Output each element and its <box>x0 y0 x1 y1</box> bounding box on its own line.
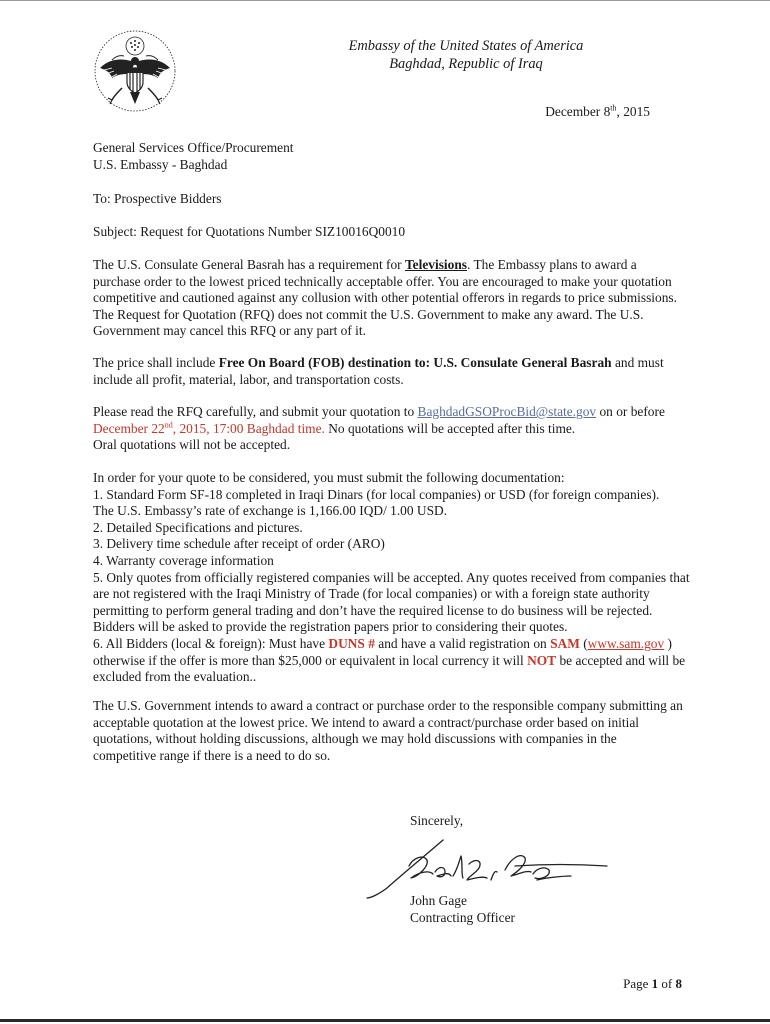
item6-text-b: and have a valid registration on <box>374 635 551 651</box>
docs-item-3: 3. Delivery time schedule after receipt of order (ARO) <box>93 536 385 552</box>
recipient-line <box>93 191 683 208</box>
para1-text-b: . The Embassy plans to award a purchase order to the lowest priced technically acceptable offer. You are encouraged to make your quotation competitive and cautioned against any collusion with other potential offerors in regards to price submissions. The Request for Quotation (RFQ) does not commit the U.S. Government to make any award. The U.S. Government may cancel this RFQ or any part of it. <box>93 257 677 339</box>
sender-office: General Services Office/Procurement <box>93 140 294 155</box>
sender-block <box>93 140 683 173</box>
to-line: To: Prospective Bidders <box>93 191 222 206</box>
signatory-title: Contracting Officer <box>410 909 515 925</box>
docs-item-4: 4. Warranty coverage information <box>93 552 274 568</box>
date-ordinal: th <box>610 103 617 113</box>
paragraph-requirement <box>93 257 683 340</box>
letterhead-location: Baghdad, Republic of Iraq <box>389 56 543 72</box>
item6-paren: ( <box>583 635 588 651</box>
letterhead-embassy: Embassy of the United States of America <box>348 38 584 54</box>
para3-text-b: on or before <box>596 404 665 419</box>
page-total: 8 <box>675 976 682 991</box>
top-rule <box>0 0 770 1</box>
not-emphasis: NOT <box>527 652 557 668</box>
duns-requirement: DUNS # <box>328 635 375 651</box>
docs-item-2: 2. Detailed Specifications and pictures. <box>93 519 303 535</box>
para3-text-c: No quotations will be accepted after this time. <box>324 420 576 436</box>
page-current: 1 <box>651 976 659 991</box>
deadline-time: , 2015, 17:00 Baghdad time. <box>172 420 325 436</box>
sam-requirement: SAM <box>550 635 580 651</box>
para2-text-a: The price shall include <box>93 355 219 370</box>
page-number <box>623 976 682 993</box>
date-main: December 8 <box>545 104 611 119</box>
docs-item-1-rate: The U.S. Embassy’s rate of exchange is 1,166.00 IQD/ 1.00 USD. <box>93 503 448 519</box>
para2-text-b: and must include all profit, material, labor, and transportation costs. <box>93 355 664 387</box>
signatory <box>410 893 610 926</box>
deadline-date: December 22 <box>93 420 165 436</box>
docs-item-5: 5. Only quotes from officially registered companies will be accepted. Any quotes received from companies that are not registered with the Iraqi Ministry of Trade (for local companies) or with a foreign state authority permitting to perform general trading and don’t have the required license to do business will be rejected. Bidders will be asked to provide the registration papers prior to considering their quotes. <box>93 569 690 635</box>
oral-quotations-note: Oral quotations will not be accepted. <box>93 437 291 453</box>
docs-intro: In order for your quote to be considered, you must submit the following documentation: <box>93 470 565 485</box>
award-text: The U.S. Government intends to award a contract or purchase order to the responsible company submitting an acceptable quotation at the lowest price. We intend to award a contract/purchase order based on initial quotations, without holding discussions, although we may hold discussions with companies in the competitive range if there is a need to do so. <box>93 698 683 763</box>
page-label: Page <box>623 976 652 991</box>
documentation-list <box>93 470 693 686</box>
great-seal-icon <box>92 28 178 114</box>
paragraph-submission <box>93 404 683 454</box>
deadline-ordinal: nd <box>164 420 173 430</box>
docs-item-6 <box>93 636 693 686</box>
signatory-name: John Gage <box>410 893 467 908</box>
paragraph-award <box>93 698 683 764</box>
para3-text-a: Please read the RFQ carefully, and submit your quotation to <box>93 404 418 419</box>
submission-email-link[interactable]: BaghdadGSOProcBid@state.gov <box>417 404 597 419</box>
bottom-rule <box>0 1019 770 1022</box>
item6-text-c: ) otherwise if the offer is more than $25,000 or equivalent in local currency it will <box>93 635 672 668</box>
page-of: of <box>658 976 676 991</box>
fob-destination: Free On Board (FOB) destination to: U.S. Consulate General Basrah <box>218 355 612 370</box>
letterhead <box>300 37 632 73</box>
requirement-item: Televisions <box>404 257 467 272</box>
item6-text-d: be accepted and will be excluded from the evaluation.. <box>93 652 686 685</box>
letter-date <box>545 104 650 121</box>
item6-text-a: 6. All Bidders (local & foreign): Must have <box>93 635 329 651</box>
subject-line: Subject: Request for Quotations Number SIZ10016Q0010 <box>93 224 406 239</box>
date-year: , 2015 <box>616 104 650 119</box>
docs-item-1: 1. Standard Form SF-18 completed in Iraqi Dinars (for local companies) or USD (for foreign companies). <box>93 486 660 502</box>
subject-block <box>93 224 683 241</box>
paragraph-fob <box>93 355 683 388</box>
deadline <box>93 421 325 436</box>
sender-embassy: U.S. Embassy - Baghdad <box>93 156 228 172</box>
closing-salutation <box>410 813 610 830</box>
sam-website-link[interactable]: www.sam.gov <box>587 635 665 651</box>
sincerely: Sincerely, <box>410 813 464 828</box>
para1-text-a: The U.S. Consulate General Basrah has a requirement for <box>93 257 405 272</box>
